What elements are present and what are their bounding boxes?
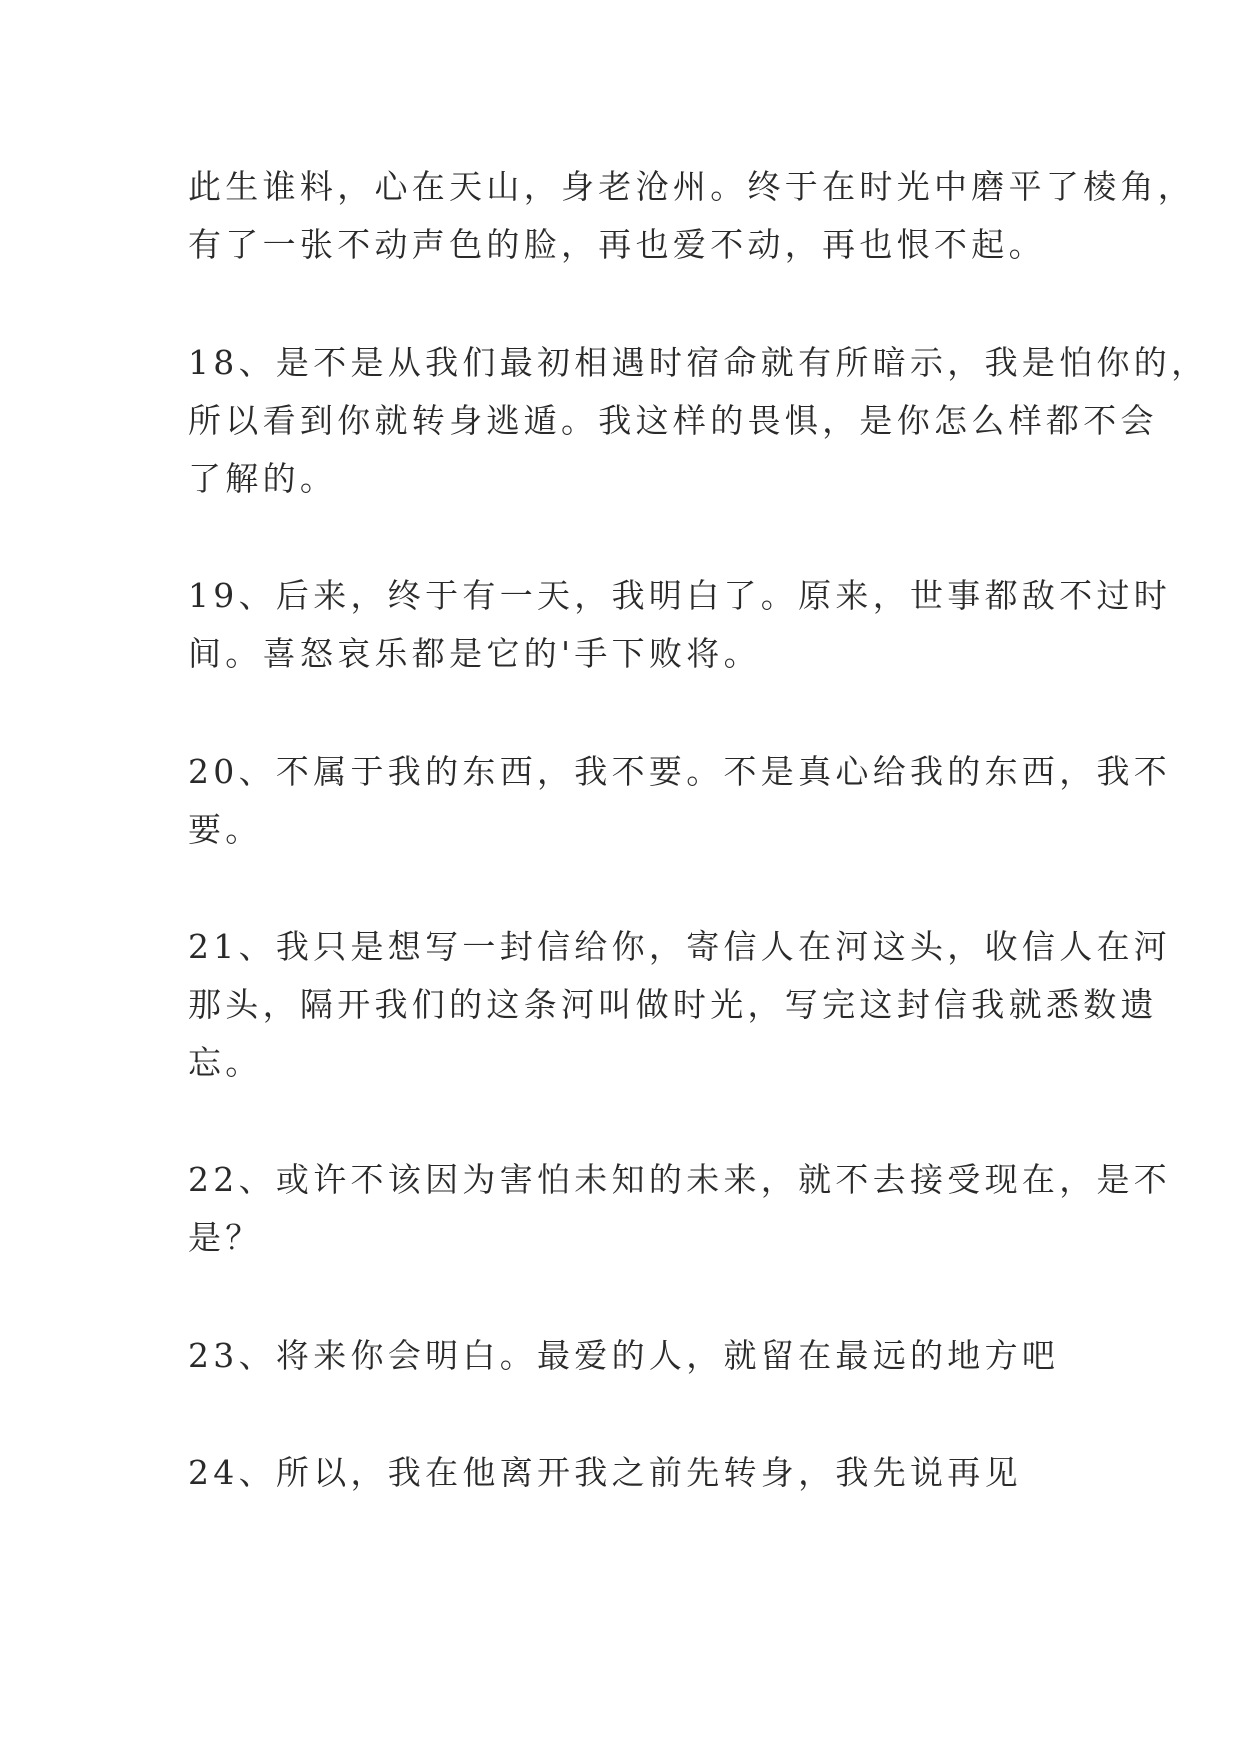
text-line: 19、后来，终于有一天，我明白了。原来，世事都敌不过时 bbox=[188, 576, 1172, 615]
text-line: 24、所以，我在他离开我之前先转身，我先说再见 bbox=[188, 1453, 1022, 1492]
paragraph-18 bbox=[188, 334, 1209, 508]
text-line: 21、我只是想写一封信给你，寄信人在河这头，收信人在河 bbox=[188, 927, 1172, 966]
paragraph-23 bbox=[188, 1327, 1058, 1385]
text-line: 20、不属于我的东西，我不要。不是真心给我的东西，我不 bbox=[188, 752, 1172, 791]
text-line: 那头，隔开我们的这条河叫做时光，写完这封信我就悉数遗 bbox=[188, 985, 1158, 1024]
text-line: 忘。 bbox=[188, 1043, 263, 1082]
paragraph-intro bbox=[188, 158, 1196, 274]
paragraph-20 bbox=[188, 743, 1172, 859]
text-line: 要。 bbox=[188, 810, 263, 849]
text-line: 所以看到你就转身逃遁。我这样的畏惧，是你怎么样都不会 bbox=[188, 401, 1158, 440]
text-line: 有了一张不动声色的脸，再也爱不动，再也恨不起。 bbox=[188, 225, 1046, 264]
text-line: 18、是不是从我们最初相遇时宿命就有所暗示，我是怕你的， bbox=[188, 343, 1209, 382]
text-line: 了解的。 bbox=[188, 459, 338, 498]
paragraph-22 bbox=[188, 1151, 1172, 1267]
paragraph-21 bbox=[188, 918, 1172, 1092]
text-line: 是？ bbox=[188, 1218, 263, 1257]
text-line: 此生谁料，心在天山，身老沧州。终于在时光中磨平了棱角， bbox=[188, 167, 1196, 206]
text-line: 间。喜怒哀乐都是它的'手下败将。 bbox=[188, 634, 761, 673]
paragraph-19 bbox=[188, 567, 1172, 683]
paragraph-24 bbox=[188, 1444, 1058, 1502]
text-line: 22、或许不该因为害怕未知的未来，就不去接受现在，是不 bbox=[188, 1160, 1172, 1199]
text-line: 23、将来你会明白。最爱的人，就留在最远的地方吧 bbox=[188, 1336, 1060, 1375]
